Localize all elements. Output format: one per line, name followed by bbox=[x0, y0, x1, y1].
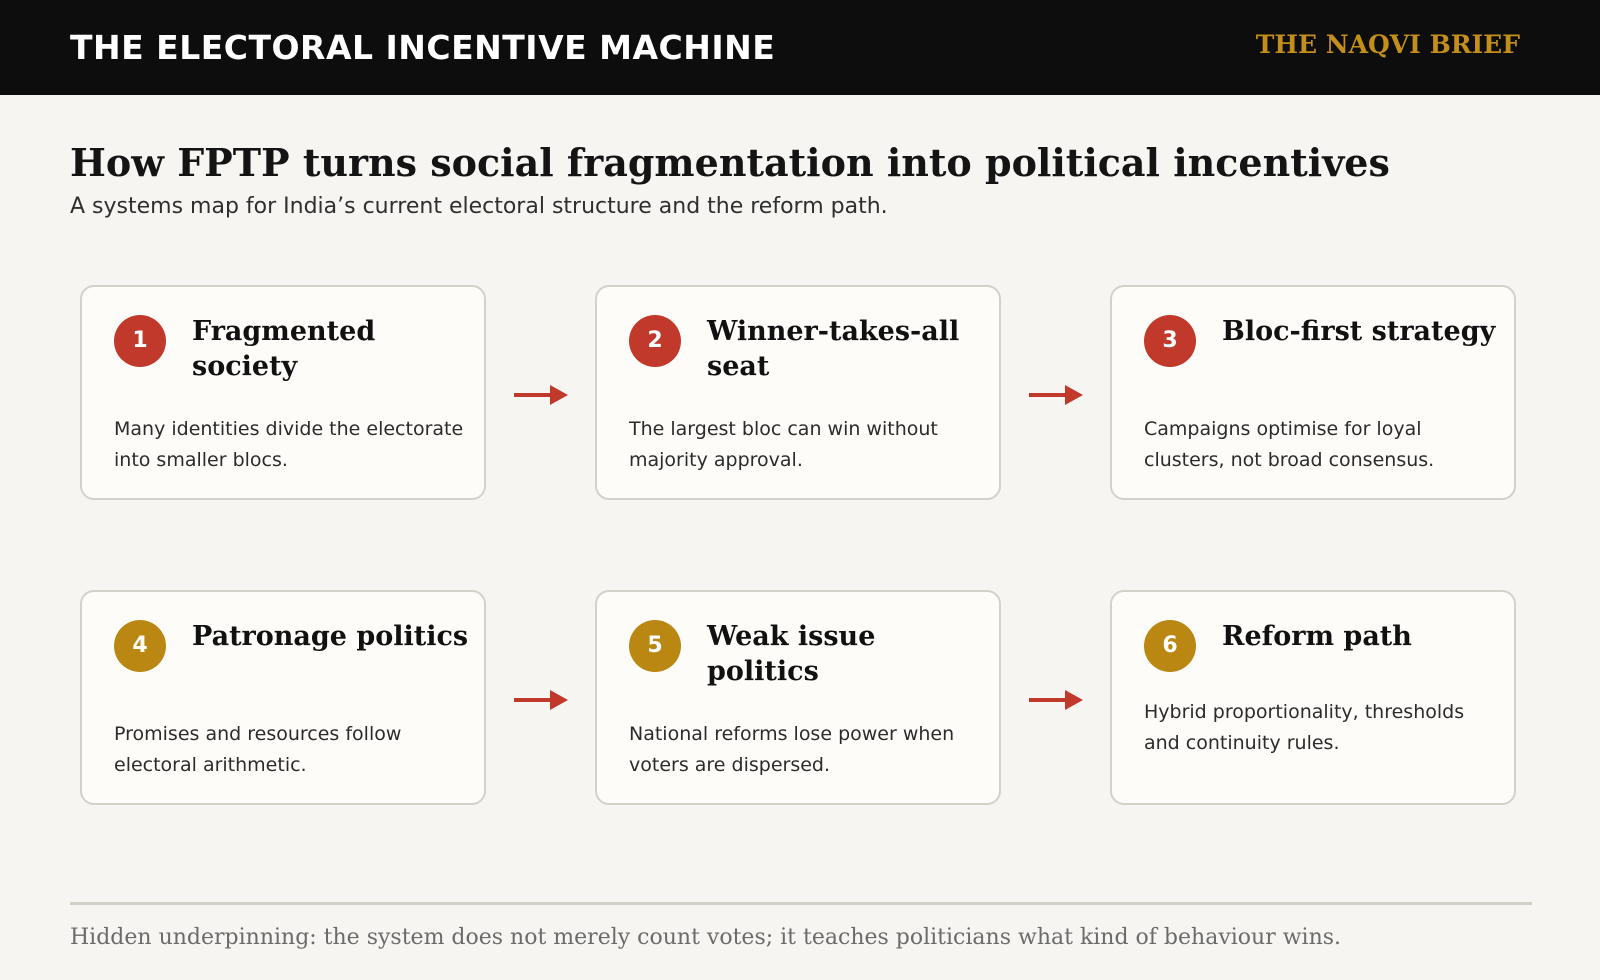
step-description: Campaigns optimise for loyal clusters, not broad consensus. bbox=[1144, 418, 1435, 471]
arrow-right-icon bbox=[514, 383, 568, 407]
step-description: Hybrid proportionality, thresholds and continuity rules. bbox=[1144, 701, 1465, 754]
step-title: Reform path bbox=[1222, 621, 1412, 652]
footer-note: Hidden underpinning: the system does not merely count votes; it teaches politicians what kind of behaviour wins. bbox=[70, 925, 1342, 950]
step-card-3 bbox=[1110, 285, 1516, 500]
page-title: How FPTP turns social fragmentation into political incentives bbox=[70, 140, 1390, 185]
page-subtitle: A systems map for India’s current electoral structure and the reform path. bbox=[70, 194, 888, 219]
step-number-badge: 6 bbox=[1144, 620, 1196, 672]
step-description: Many identities divide the electorate into smaller blocs. bbox=[114, 418, 464, 471]
step-description: National reforms lose power when voters are dispersed. bbox=[629, 723, 955, 776]
step-card-2 bbox=[595, 285, 1001, 500]
step-number-badge: 5 bbox=[629, 620, 681, 672]
banner-title: THE ELECTORAL INCENTIVE MACHINE bbox=[70, 28, 776, 67]
step-title: Weak issue politics bbox=[707, 621, 876, 687]
step-title: Fragmented society bbox=[192, 316, 376, 382]
footer-divider bbox=[70, 902, 1532, 905]
step-number-badge: 2 bbox=[629, 315, 681, 367]
step-description: Promises and resources follow electoral arithmetic. bbox=[114, 723, 402, 776]
step-number-badge: 3 bbox=[1144, 315, 1196, 367]
step-number-badge: 1 bbox=[114, 315, 166, 367]
step-title: Patronage politics bbox=[192, 621, 469, 652]
arrow-right-icon bbox=[1029, 383, 1083, 407]
brand-name: THE NAQVI BRIEF bbox=[1255, 30, 1520, 59]
step-title: Winner-takes-all seat bbox=[707, 316, 960, 382]
step-card-6 bbox=[1110, 590, 1516, 805]
step-card-5 bbox=[595, 590, 1001, 805]
step-card-1 bbox=[80, 285, 486, 500]
step-title: Bloc-first strategy bbox=[1222, 316, 1496, 347]
step-description: The largest bloc can win without majority approval. bbox=[629, 418, 938, 471]
arrow-right-icon bbox=[514, 688, 568, 712]
step-number-badge: 4 bbox=[114, 620, 166, 672]
step-card-4 bbox=[80, 590, 486, 805]
arrow-right-icon bbox=[1029, 688, 1083, 712]
top-bar bbox=[0, 0, 1600, 95]
